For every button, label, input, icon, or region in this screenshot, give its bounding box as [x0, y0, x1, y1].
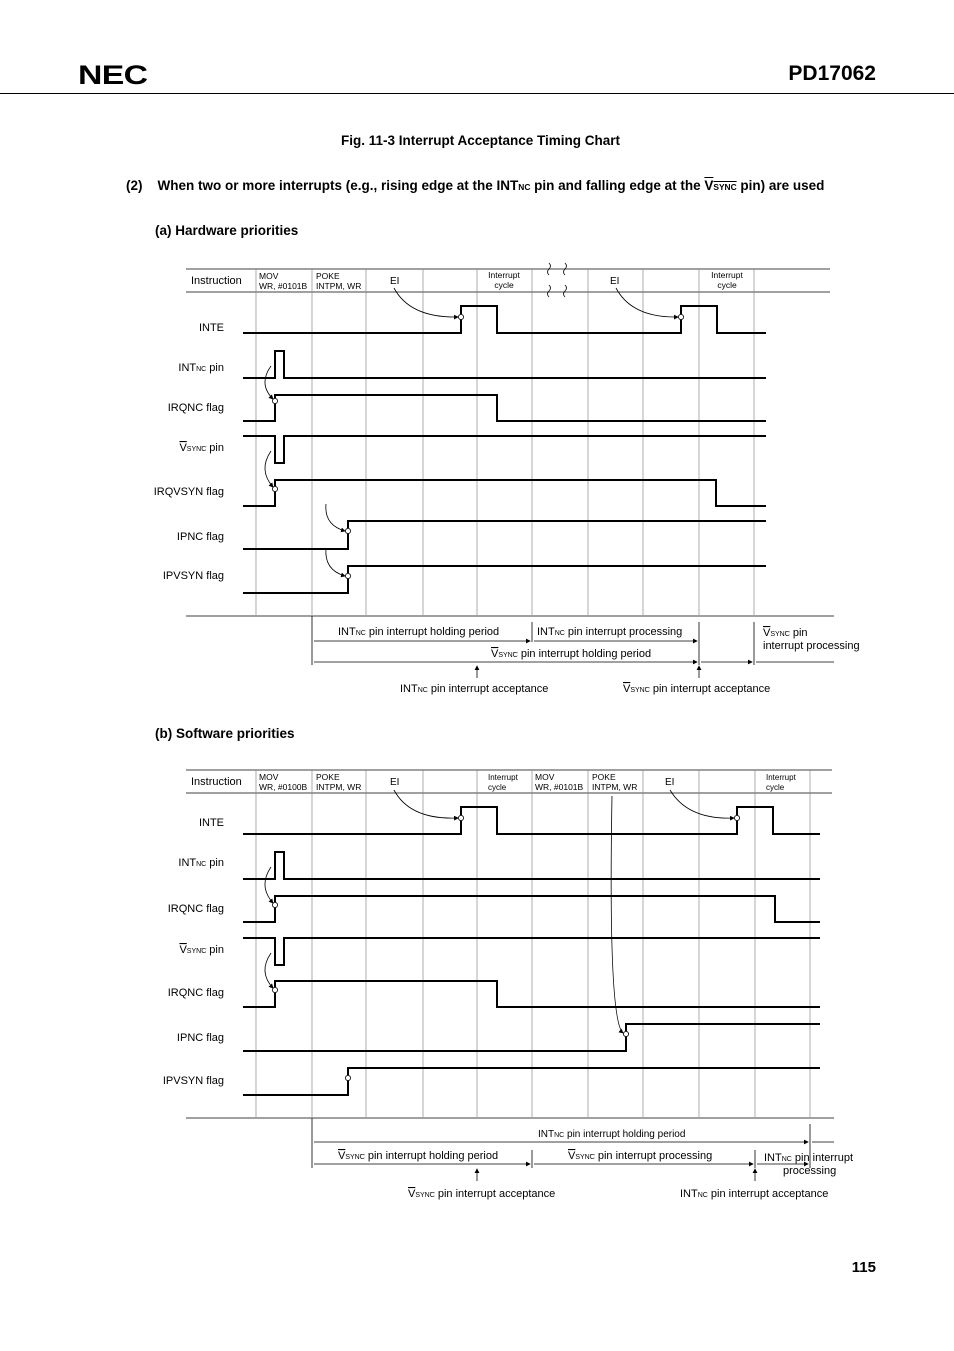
a-label-ipnc: IPNC flag [176, 531, 224, 543]
wave-a-irqnc [243, 395, 766, 421]
b-period-int-proc-2: processing [783, 1165, 837, 1177]
a-label-intnc: INTNC pin [178, 362, 224, 374]
a-instr-ei-2: EI [610, 276, 620, 287]
figure-title: Fig. 11-3 Interrupt Acceptance Timing Chart [341, 133, 621, 148]
b-instr-intcycle-2b: cycle [766, 783, 785, 792]
page-number: 115 [851, 1259, 876, 1276]
b-instr-poke-3: POKE [592, 772, 616, 782]
a-instr-poke-2: INTPM, WR [316, 281, 362, 291]
a-instr-mov-1: MOV [259, 271, 279, 281]
b-instr-poke-1: POKE [316, 772, 340, 782]
b-label-irqnc: IRQNC flag [167, 903, 224, 915]
a-label-irqvsyn: IRQVSYN flag [153, 486, 224, 498]
b-int-acceptance: INTNC pin interrupt acceptance [680, 1188, 829, 1200]
section-sub-sync: SYNC [713, 182, 737, 192]
a-period-vs-hold: VSYNC pin interrupt holding period [491, 648, 652, 660]
chart-a [186, 263, 834, 678]
b-label-irqnc-2: IRQNC flag [167, 987, 224, 999]
b-instr-mov-3: MOV [535, 772, 555, 782]
wave-b-ipnc [243, 1024, 820, 1051]
b-instruction-label: Instruction [191, 776, 242, 788]
section-text-mid: pin and falling edge at the [530, 178, 705, 193]
wave-a-vsync [243, 436, 766, 463]
chart-b [186, 770, 837, 1181]
nec-logo: NEC [78, 60, 148, 90]
a-vs-acceptance: VSYNC pin interrupt acceptance [623, 683, 771, 695]
b-period-int-hold: INTNC pin interrupt holding period [538, 1129, 686, 1140]
wave-a-ipnc [243, 521, 766, 549]
a-label-ipvsyn: IPVSYN flag [162, 570, 224, 582]
b-label-vsync: VSYNC pin [179, 944, 224, 956]
a-period-vs-proc-2: interrupt processing [763, 640, 860, 652]
wave-a-irqvsyn [243, 480, 766, 506]
b-period-vs-hold: VSYNC pin interrupt holding period [338, 1150, 499, 1162]
document-id: PD17062 [788, 62, 876, 85]
b-label-ipnc: IPNC flag [176, 1032, 224, 1044]
wave-b-inte [243, 807, 820, 834]
a-period-int-proc: INTNC pin interrupt processing [537, 626, 683, 638]
wave-b-ipvsyn [243, 1068, 820, 1095]
section-text-post: pin) are used [736, 178, 825, 193]
section-text-pre: When two or more interrupts (e.g., rising edge at the INT [157, 178, 519, 193]
b-instr-ei-2: EI [665, 777, 675, 788]
a-instr-intcycle-1b: cycle [494, 280, 514, 290]
b-instr-mov-4: WR, #0101B [535, 782, 584, 792]
b-instr-mov-2: WR, #0100B [259, 782, 308, 792]
b-instr-ei-1: EI [390, 777, 400, 788]
a-period-vs-proc: VSYNC pin [763, 627, 808, 639]
a-instr-poke-1: POKE [316, 271, 340, 281]
a-instr-intcycle-1a: Interrupt [488, 270, 520, 280]
b-vs-acceptance: VSYNC pin interrupt acceptance [408, 1188, 556, 1200]
wave-b-irqnc2 [243, 981, 820, 1007]
a-period-int-hold: INTNC pin interrupt holding period [338, 626, 500, 638]
b-instr-intcycle-1b: cycle [488, 783, 507, 792]
a-instr-ei-1: EI [390, 276, 400, 287]
a-instruction-label: Instruction [191, 275, 242, 287]
wave-a-intnc [243, 351, 766, 378]
wave-b-intnc [243, 852, 820, 879]
b-label-intnc: INTNC pin [178, 857, 224, 869]
b-instr-intcycle-2a: Interrupt [766, 773, 796, 782]
section-vsync-v: V [704, 178, 714, 193]
b-instr-intcycle-1a: Interrupt [488, 773, 518, 782]
wave-a-inte [243, 306, 766, 333]
b-period-vs-proc: VSYNC pin interrupt processing [568, 1150, 713, 1162]
b-instr-poke-2: INTPM, WR [316, 782, 362, 792]
a-label-vsync: VSYNC pin [179, 442, 224, 454]
b-period-int-proc: INTNC pin interrupt [764, 1152, 854, 1164]
b-label-ipvsyn: IPVSYN flag [162, 1075, 224, 1087]
a-label-inte: INTE [198, 322, 224, 334]
subheading-hardware: (a) Hardware priorities [155, 223, 299, 238]
wave-b-irqnc [243, 896, 820, 922]
section-number: (2) [126, 178, 143, 193]
wave-a-ipvsyn [243, 566, 766, 593]
section-sub-nc: NC [518, 182, 531, 192]
chart-b-grid [256, 770, 810, 1117]
b-label-inte: INTE [198, 817, 224, 829]
a-int-acceptance: INTNC pin interrupt acceptance [400, 683, 549, 695]
subheading-software: (b) Software priorities [155, 726, 295, 741]
chart-a-grid [256, 269, 754, 615]
a-label-irqnc: IRQNC flag [167, 402, 224, 414]
a-instr-mov-2: WR, #0101B [259, 281, 308, 291]
b-instr-poke-4: INTPM, WR [592, 782, 638, 792]
wave-b-vsync [243, 938, 820, 965]
a-instr-intcycle-2a: Interrupt [711, 270, 743, 280]
a-instr-intcycle-2b: cycle [717, 280, 737, 290]
b-instr-mov-1: MOV [259, 772, 279, 782]
